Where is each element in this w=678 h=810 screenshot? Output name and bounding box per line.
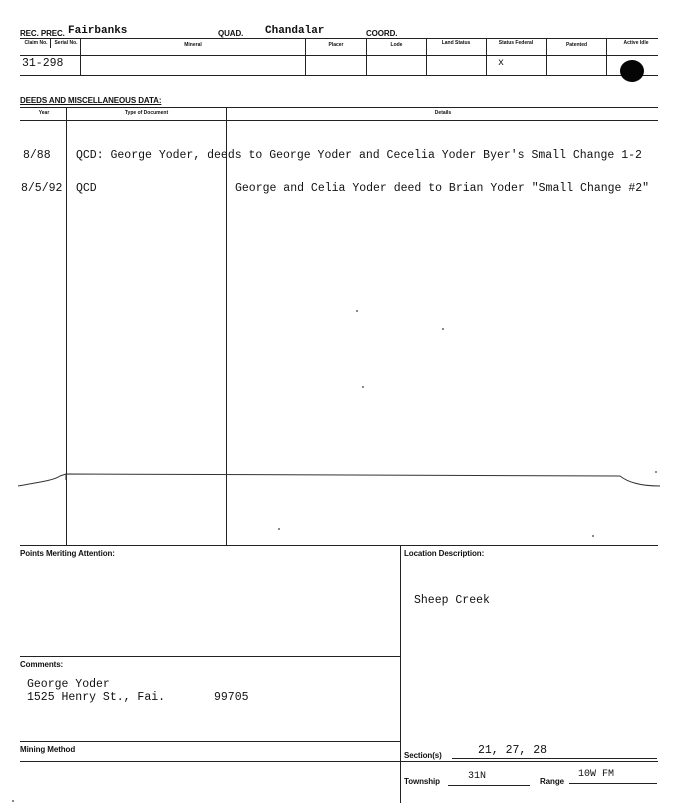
mining-method-label: Mining Method: [20, 745, 76, 754]
comments-zip: 99705: [214, 691, 249, 704]
col-details: Details: [434, 110, 452, 116]
header-lode: Lode: [390, 42, 403, 48]
township-value: 31N: [468, 771, 487, 782]
header-active-idle: Active Idle: [623, 40, 649, 46]
quad-label: QUAD.: [218, 29, 244, 38]
range-value: 10W FM: [578, 769, 615, 780]
deed-1-text: QCD: George Yoder, deeds to George Yoder and Cecelia Yoder Byer's Small Change 1-2: [76, 149, 642, 162]
section-label: Section(s): [404, 751, 442, 760]
col-type: Type of Document: [124, 110, 169, 116]
deeds-section-title: DEEDS AND MISCELLANEOUS DATA:: [20, 96, 162, 105]
deed-2-year: 8/5/92: [21, 182, 63, 195]
section-value: 21, 27, 28: [478, 744, 548, 757]
active-filled-circle: [620, 60, 644, 82]
torn-edge-line: [0, 462, 678, 492]
deed-1-year: 8/88: [23, 149, 51, 162]
comments-line-1: George Yoder: [27, 678, 110, 691]
header-land-status: Land Status: [441, 40, 471, 46]
header-placer: Placer: [328, 42, 344, 48]
rec-prec-value: Fairbanks: [68, 25, 128, 37]
col-year: Year: [38, 110, 50, 116]
range-label: Range: [540, 777, 564, 786]
status-federal-mark: x: [498, 58, 505, 69]
deed-2-type: QCD: [76, 182, 97, 195]
header-claim-no: Claim No.: [24, 40, 48, 46]
deed-2-details: George and Celia Yoder deed to Brian Yoder "Small Change #2": [235, 182, 650, 195]
claim-no-value: 31-298: [22, 57, 64, 70]
township-label: Township: [404, 777, 440, 786]
location-value: Sheep Creek: [414, 594, 490, 607]
header-status-federal: Status Federal: [498, 40, 534, 46]
comments-line-2: 1525 Henry St., Fai.: [27, 691, 166, 704]
comments-label: Comments:: [20, 660, 64, 669]
quad-value: Chandalar: [265, 25, 325, 37]
header-patented: Patented: [565, 42, 588, 48]
rec-prec-label: REC. PREC.: [20, 29, 65, 38]
points-meriting-label: Points Meriting Attention:: [20, 549, 115, 558]
coord-label: COORD.: [366, 29, 398, 38]
header-serial-no: Serial No.: [54, 40, 78, 46]
location-label: Location Description:: [404, 549, 485, 558]
header-mineral: Mineral: [184, 42, 202, 48]
